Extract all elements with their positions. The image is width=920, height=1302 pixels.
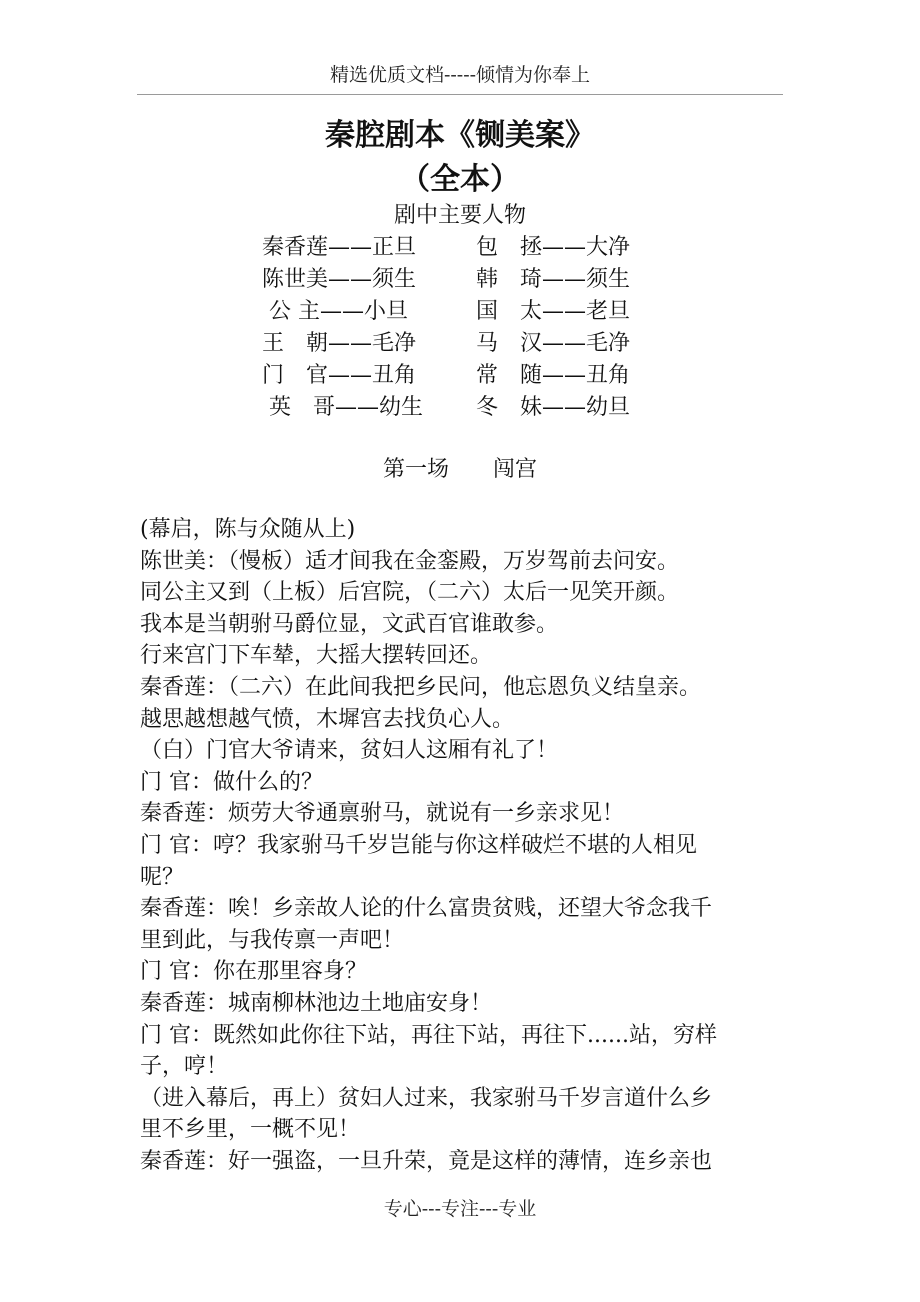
script-line: 陈世美：（慢板）适才间我在金銮殿，万岁驾前去问安。 xyxy=(140,548,680,574)
script-line: 门 官：做什么的？ xyxy=(140,769,323,795)
cast-row xyxy=(0,296,920,328)
script-line: 秦香莲：（二六）在此间我把乡民问，他忘恩负义结皇亲。 xyxy=(140,674,702,700)
cast-role-left: 秦香莲——正旦 xyxy=(262,235,417,260)
script-line: 里到此，与我传禀一声吧！ xyxy=(140,927,405,953)
scene-title: 第一场 闯宫 xyxy=(382,457,537,482)
page-header: 精选优质文档-----倾情为你奉上 xyxy=(329,64,591,86)
script-body xyxy=(140,514,800,1177)
script-line: 门 官：你在那里容身？ xyxy=(140,959,367,985)
script-line: 行来宫门下车辇，大摇大摆转回还。 xyxy=(140,643,493,669)
document-title: 秦腔剧本《铡美案》 xyxy=(325,118,595,153)
cast-role-left: 公 主——小旦 xyxy=(262,299,408,324)
cast-list xyxy=(0,232,920,424)
cast-role-right: 韩 琦——须生 xyxy=(476,267,631,292)
cast-row xyxy=(0,232,920,264)
cast-role-right: 包 拯——大净 xyxy=(476,235,631,260)
cast-role-left: 门 官——丑角 xyxy=(262,363,417,388)
cast-role-right: 马 汉——毛净 xyxy=(476,331,631,356)
script-line: 门 官：哼？我家驸马千岁岂能与你这样破烂不堪的人相见 xyxy=(140,832,697,858)
header-divider xyxy=(137,94,783,95)
script-line: 秦香莲：城南柳林池边土地庙安身！ xyxy=(140,990,493,1016)
script-line: (幕启，陈与众随从上) xyxy=(140,517,356,542)
script-line: 秦香莲：好一强盗，一旦升荣，竟是这样的薄情，连乡亲也 xyxy=(140,1148,713,1174)
cast-heading: 剧中主要人物 xyxy=(393,203,526,228)
script-line: 越思越想越气愤，木墀宫去找负心人。 xyxy=(140,706,515,732)
cast-role-left: 英 哥——幼生 xyxy=(262,395,423,420)
script-line: 呢？ xyxy=(140,864,185,890)
script-line: 里不乡里，一概不见！ xyxy=(140,1117,361,1143)
script-line: 门 官：既然如此你往下站，再往下站，再往下......站，穷样 xyxy=(140,1022,717,1048)
script-line: 我本是当朝驸马爵位显，文武百官谁敢参。 xyxy=(140,611,559,637)
page-footer: 专心---专注---专业 xyxy=(383,1198,537,1220)
cast-row xyxy=(0,328,920,360)
cast-row xyxy=(0,392,920,424)
cast-role-right: 冬 妹——幼旦 xyxy=(476,395,631,420)
script-line: 子，哼！ xyxy=(140,1054,229,1080)
cast-role-left: 王 朝——毛净 xyxy=(262,331,417,356)
cast-role-right: 常 随——丑角 xyxy=(476,363,631,388)
script-line: 同公主又到（上板）后宫院，（二六）太后一见笑开颜。 xyxy=(140,580,680,606)
cast-row xyxy=(0,264,920,296)
script-line: （进入幕后，再上）贫妇人过来，我家驸马千岁言道什么乡 xyxy=(140,1085,713,1111)
script-line: （白）门官大爷请来，贫妇人这厢有礼了！ xyxy=(140,738,559,764)
cast-role-right: 国 太——老旦 xyxy=(476,299,631,324)
cast-role-left: 陈世美——须生 xyxy=(262,267,417,292)
script-line: 秦香莲：唉！乡亲故人论的什么富贵贫贱，还望大爷念我千 xyxy=(140,896,713,922)
script-line: 秦香莲：烦劳大爷通禀驸马，就说有一乡亲求见！ xyxy=(140,801,625,827)
document-subtitle: （全本） xyxy=(400,162,520,197)
cast-row xyxy=(0,360,920,392)
